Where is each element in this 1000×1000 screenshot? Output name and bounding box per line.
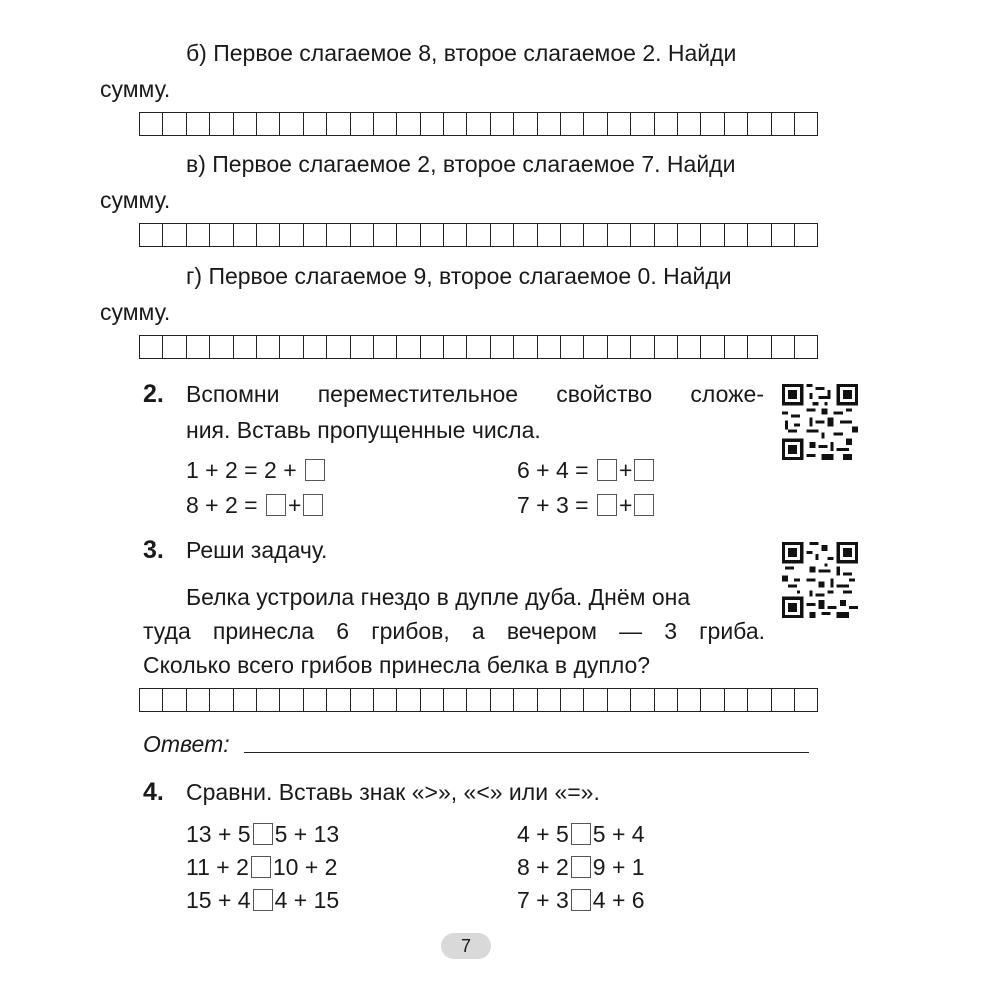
grid-cell[interactable] [209, 223, 233, 247]
grid-cell[interactable] [747, 223, 771, 247]
answer-grid-v[interactable] [139, 223, 818, 247]
expression-4: 7 + 3 = + [517, 490, 656, 520]
grid-cell[interactable] [279, 112, 303, 136]
grid-cell[interactable] [256, 223, 280, 247]
grid-cell[interactable] [279, 335, 303, 359]
grid-cell[interactable] [537, 112, 561, 136]
grid-cell[interactable] [303, 223, 327, 247]
grid-cell[interactable] [583, 335, 607, 359]
sign-box[interactable] [253, 889, 273, 911]
grid-cell[interactable] [420, 688, 444, 712]
grid-cell[interactable] [654, 223, 678, 247]
grid-cell[interactable] [466, 112, 490, 136]
grid-cell[interactable] [747, 688, 771, 712]
qr-code-icon [782, 384, 858, 460]
grid-cell[interactable] [560, 335, 584, 359]
grid-cell[interactable] [607, 688, 631, 712]
grid-cell[interactable] [794, 223, 818, 247]
answer-grid-g[interactable] [139, 335, 818, 359]
task-4-number: 4. [143, 778, 164, 806]
grid-cell[interactable] [724, 335, 748, 359]
comparison-2: 4 + 5 5 + 4 [517, 821, 645, 847]
grid-cell[interactable] [162, 112, 186, 136]
grid-cell[interactable] [209, 112, 233, 136]
grid-cell[interactable] [233, 688, 257, 712]
grid-cell[interactable] [700, 223, 724, 247]
grid-cell[interactable] [607, 112, 631, 136]
grid-cell[interactable] [396, 223, 420, 247]
grid-cell[interactable] [513, 335, 537, 359]
task-3-title: Реши задачу. [186, 537, 328, 563]
grid-cell[interactable] [630, 112, 654, 136]
grid-cell[interactable] [186, 335, 210, 359]
grid-cell[interactable] [607, 223, 631, 247]
grid-cell[interactable] [537, 335, 561, 359]
comparison-4: 8 + 2 9 + 1 [517, 854, 645, 880]
grid-cell[interactable] [233, 223, 257, 247]
expression-2: 6 + 4 = + [517, 455, 656, 485]
grid-cell[interactable] [396, 112, 420, 136]
grid-cell[interactable] [443, 112, 467, 136]
grid-cell[interactable] [771, 335, 795, 359]
grid-cell[interactable] [677, 335, 701, 359]
grid-cell[interactable] [724, 688, 748, 712]
grid-cell[interactable] [373, 688, 397, 712]
grid-cell[interactable] [279, 223, 303, 247]
grid-cell[interactable] [771, 223, 795, 247]
answer-grid-task3[interactable] [139, 688, 818, 712]
answer-box[interactable] [634, 494, 654, 516]
grid-cell[interactable] [466, 688, 490, 712]
grid-cell[interactable] [583, 688, 607, 712]
grid-cell[interactable] [420, 335, 444, 359]
grid-cell[interactable] [490, 335, 514, 359]
answer-box[interactable] [597, 494, 617, 516]
grid-cell[interactable] [326, 223, 350, 247]
page-number: 7 [441, 933, 491, 959]
grid-cell[interactable] [233, 335, 257, 359]
grid-cell[interactable] [490, 112, 514, 136]
grid-cell[interactable] [396, 335, 420, 359]
task-3-number: 3. [143, 536, 164, 564]
answer-box[interactable] [303, 494, 323, 516]
subtask-g-text: г) Первое слагаемое 9, второе слагаемое 0. Найди сумму. [100, 263, 732, 325]
grid-cell[interactable] [139, 688, 163, 712]
grid-cell[interactable] [771, 688, 795, 712]
grid-cell[interactable] [279, 688, 303, 712]
task-3-line2: туда принесла 6 грибов, а вечером — 3 гриба. [143, 618, 765, 644]
comparison-1: 13 + 5 5 + 13 [186, 821, 340, 847]
comparison-6: 7 + 3 4 + 6 [517, 887, 645, 913]
grid-cell[interactable] [209, 688, 233, 712]
comparison-3: 11 + 2 10 + 2 [186, 854, 338, 880]
answer-box[interactable] [266, 494, 286, 516]
grid-cell[interactable] [583, 112, 607, 136]
grid-cell[interactable] [350, 112, 374, 136]
sign-box[interactable] [571, 823, 591, 845]
grid-cell[interactable] [373, 335, 397, 359]
grid-cell[interactable] [303, 688, 327, 712]
grid-cell[interactable] [326, 335, 350, 359]
grid-cell[interactable] [560, 688, 584, 712]
answer-box[interactable] [305, 459, 325, 481]
grid-cell[interactable] [560, 223, 584, 247]
grid-cell[interactable] [560, 112, 584, 136]
grid-cell[interactable] [466, 335, 490, 359]
grid-cell[interactable] [233, 112, 257, 136]
grid-cell[interactable] [700, 335, 724, 359]
grid-cell[interactable] [162, 223, 186, 247]
answer-line[interactable] [244, 752, 809, 753]
grid-cell[interactable] [186, 688, 210, 712]
task-2-number: 2. [143, 380, 164, 408]
grid-cell[interactable] [677, 223, 701, 247]
grid-cell[interactable] [677, 112, 701, 136]
grid-cell[interactable] [420, 112, 444, 136]
grid-cell[interactable] [186, 112, 210, 136]
grid-cell[interactable] [771, 112, 795, 136]
grid-cell[interactable] [139, 112, 163, 136]
grid-cell[interactable] [700, 688, 724, 712]
grid-cell[interactable] [350, 335, 374, 359]
task-3-line1: Белка устроила гнездо в дупле дуба. Днём она [186, 584, 691, 610]
grid-cell[interactable] [513, 223, 537, 247]
sign-box[interactable] [571, 856, 591, 878]
grid-cell[interactable] [747, 335, 771, 359]
grid-cell[interactable] [256, 688, 280, 712]
grid-cell[interactable] [490, 688, 514, 712]
sign-box[interactable] [253, 823, 273, 845]
grid-cell[interactable] [326, 112, 350, 136]
grid-cell[interactable] [747, 112, 771, 136]
grid-cell[interactable] [186, 223, 210, 247]
grid-cell[interactable] [139, 335, 163, 359]
grid-cell[interactable] [373, 112, 397, 136]
expression-1: 1 + 2 = 2 + [186, 455, 327, 485]
grid-cell[interactable] [794, 335, 818, 359]
grid-cell[interactable] [443, 335, 467, 359]
grid-cell[interactable] [420, 223, 444, 247]
grid-cell[interactable] [513, 112, 537, 136]
grid-cell[interactable] [794, 112, 818, 136]
grid-cell[interactable] [443, 688, 467, 712]
grid-cell[interactable] [607, 335, 631, 359]
subtask-v-text: в) Первое слагаемое 2, второе слагаемое 7. Найди сумму. [100, 151, 736, 213]
grid-cell[interactable] [724, 223, 748, 247]
expression-3: 8 + 2 = + [186, 490, 325, 520]
grid-cell[interactable] [794, 688, 818, 712]
grid-cell[interactable] [630, 688, 654, 712]
grid-cell[interactable] [583, 223, 607, 247]
grid-cell[interactable] [630, 335, 654, 359]
task-2-line2: ния. Вставь пропущенные числа. [186, 417, 541, 443]
grid-cell[interactable] [209, 335, 233, 359]
grid-cell[interactable] [326, 688, 350, 712]
grid-cell[interactable] [256, 335, 280, 359]
grid-cell[interactable] [139, 223, 163, 247]
answer-box[interactable] [597, 459, 617, 481]
grid-cell[interactable] [350, 688, 374, 712]
grid-cell[interactable] [162, 688, 186, 712]
answer-label: Ответ: [143, 731, 230, 757]
grid-cell[interactable] [677, 688, 701, 712]
grid-cell[interactable] [630, 223, 654, 247]
grid-cell[interactable] [350, 223, 374, 247]
qr-code-icon [782, 542, 858, 618]
grid-cell[interactable] [162, 335, 186, 359]
task-3-line3: Сколько всего грибов принесла белка в дупло? [143, 652, 651, 678]
grid-cell[interactable] [303, 112, 327, 136]
sign-box[interactable] [571, 889, 591, 911]
grid-cell[interactable] [654, 335, 678, 359]
sign-box[interactable] [251, 856, 271, 878]
grid-cell[interactable] [303, 335, 327, 359]
grid-cell[interactable] [537, 223, 561, 247]
answer-grid-b[interactable] [139, 112, 818, 136]
grid-cell[interactable] [373, 223, 397, 247]
answer-box[interactable] [634, 459, 654, 481]
grid-cell[interactable] [256, 112, 280, 136]
task-2-line1: Вспомни переместительное свойство сложе- [186, 381, 764, 407]
task-4-title: Сравни. Вставь знак «>», «<» или «=». [186, 779, 600, 805]
grid-cell[interactable] [654, 688, 678, 712]
grid-cell[interactable] [513, 688, 537, 712]
grid-cell[interactable] [700, 112, 724, 136]
grid-cell[interactable] [396, 688, 420, 712]
grid-cell[interactable] [443, 223, 467, 247]
comparison-5: 15 + 4 4 + 15 [186, 887, 340, 913]
grid-cell[interactable] [466, 223, 490, 247]
grid-cell[interactable] [537, 688, 561, 712]
grid-cell[interactable] [654, 112, 678, 136]
grid-cell[interactable] [490, 223, 514, 247]
grid-cell[interactable] [724, 112, 748, 136]
subtask-b-text: б) Первое слагаемое 8, второе слагаемое 2. Найди сумму. [100, 40, 737, 102]
